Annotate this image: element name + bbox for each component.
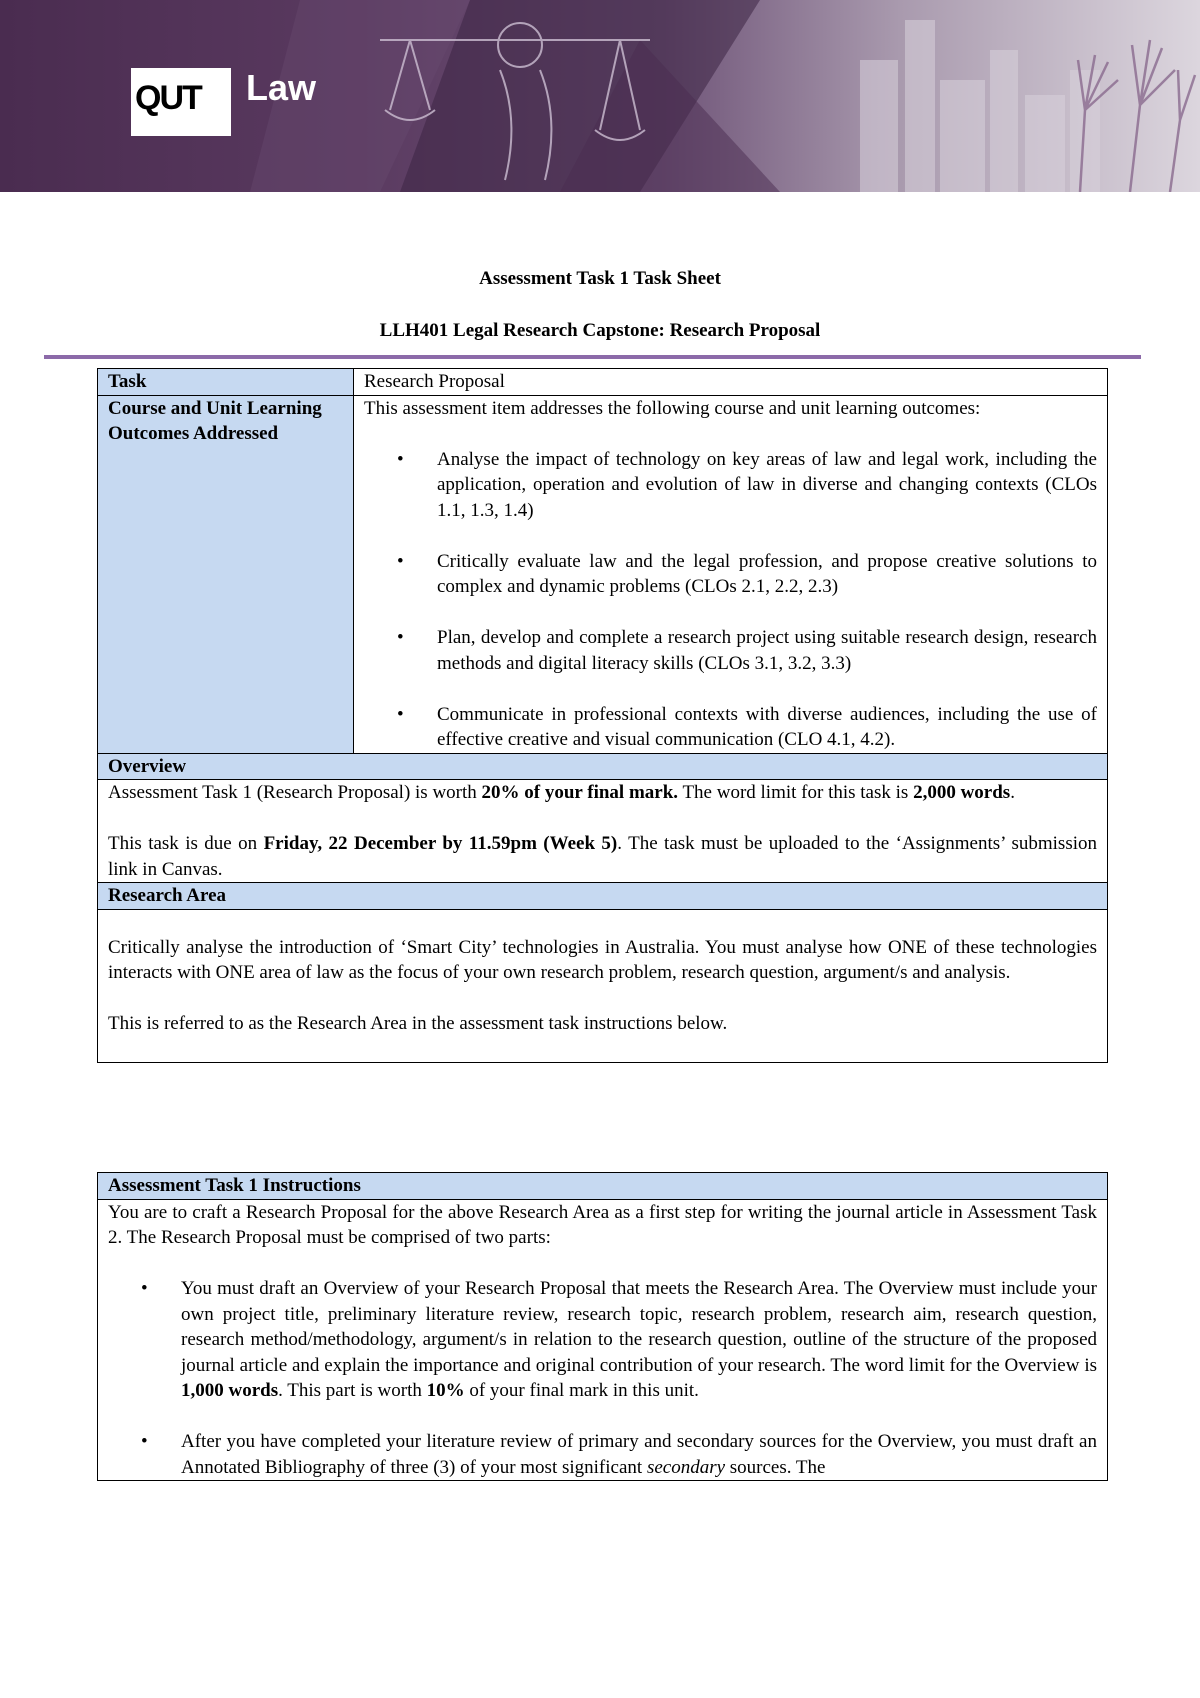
- overview-text: The word limit for this task is: [678, 782, 914, 803]
- overview-text: This task is due on: [108, 833, 264, 854]
- city-skyline-icon: [860, 20, 1100, 192]
- research-area-paragraph-1: Critically analyse the introduction of ‘Smart City’ technologies in Australia. You must analyse how ONE of these technologies interacts with ONE area of law as the focus of your own research problem, research question, argument/s and analysis.: [108, 936, 1097, 983]
- list-item: • Analyse the impact of technology on key areas of law and legal work, including the application, operation and evolution of law in diverse and changing contexts (CLOs 1.1, 1.3, 1.4): [364, 447, 1097, 524]
- instructions-text: You must draft an Overview of your Research Proposal that meets the Research Area. The Overview must include your own project title, preliminary literature review, research topic, research problem, research aim, research question, research method/methodology, argument/s in relation to the research question, outline of the structure of the proposed journal article and explain the importance and original contribution of your research. The word limit for the Overview is: [181, 1278, 1097, 1376]
- outcomes-intro: This assessment item addresses the following course and unit learning outcomes:: [364, 397, 981, 419]
- header-banner: [0, 0, 1200, 192]
- research-area-cell: [98, 909, 1108, 1062]
- logo-brand-text: QUT: [135, 79, 201, 117]
- instructions-intro: You are to craft a Research Proposal for the above Research Area as a first step for writing the journal article in Assessment Task 2. The Research Proposal must be comprised of two parts:: [108, 1201, 1097, 1248]
- instructions-cell: [98, 1199, 1108, 1481]
- overview-body-row: [98, 780, 1108, 883]
- instructions-text: of your final mark in this unit.: [464, 1380, 699, 1401]
- overview-text: .: [1010, 782, 1015, 803]
- document-title: Assessment Task 1 Task Sheet: [479, 268, 721, 289]
- overview-header-row: [98, 753, 1108, 780]
- overview-word-limit: 1,000 words: [181, 1380, 279, 1401]
- instructions-text: sources. The: [725, 1456, 826, 1478]
- instructions-table: [97, 1172, 1108, 1481]
- document-subtitle: LLH401 Legal Research Capstone: Research Proposal: [379, 320, 821, 341]
- overview-word-limit: 2,000 words: [913, 782, 1011, 803]
- outcomes-list: [364, 447, 1097, 753]
- instructions-text: After you have completed your literature review of primary and secondary sources for the Overview, you must draft an Annotated Bibliography of three (3) of your most significant: [181, 1431, 1097, 1478]
- outcomes-cell: [354, 395, 1108, 753]
- task-value: Research Proposal: [354, 369, 1108, 396]
- instructions-text: . This part is worth: [278, 1380, 427, 1401]
- title-rule: [44, 355, 1141, 359]
- overview-text: . The task must be uploaded to the ‘Assignments’ submission link in Canvas.: [108, 833, 1097, 880]
- research-area-paragraph-2: This is referred to as the Research Area in the assessment task instructions below.: [108, 1013, 728, 1034]
- overview-weight: 10%: [426, 1380, 465, 1401]
- list-item: • Critically evaluate law and the legal profession, and propose creative solutions to complex and dynamic problems (CLOs 2.1, 2.2, 2.3): [364, 549, 1097, 600]
- research-area-header-row: [98, 883, 1108, 910]
- logo-faculty-text: Law: [246, 67, 317, 108]
- overview-weight: 20% of your final mark.: [481, 782, 679, 803]
- overview-cell: [98, 780, 1108, 883]
- task-row: [98, 369, 1108, 396]
- research-area-label: Research Area: [98, 883, 1108, 910]
- emphasis-text: secondary: [646, 1456, 726, 1478]
- overview-paragraph-1: [108, 780, 1097, 806]
- qut-logo: [131, 68, 231, 136]
- list-item: [108, 1429, 1097, 1480]
- overview-paragraph-2: [108, 831, 1097, 882]
- task-label: Task: [98, 369, 354, 396]
- instructions-header-row: [98, 1173, 1108, 1200]
- task-summary-table: [97, 368, 1108, 1063]
- due-date: Friday, 22 December by 11.59pm (Week 5): [263, 833, 618, 854]
- instructions-label: Assessment Task 1 Instructions: [98, 1173, 1108, 1200]
- list-item: • Plan, develop and complete a research project using suitable research design, research methods and digital literacy skills (CLOs 3.1, 3.2, 3.3): [364, 625, 1097, 676]
- instructions-body-row: [98, 1199, 1108, 1481]
- outcomes-row: [98, 395, 1108, 753]
- instructions-list: [108, 1276, 1097, 1480]
- overview-text: Assessment Task 1 (Research Proposal) is worth: [108, 782, 482, 803]
- list-item: [108, 1276, 1097, 1404]
- list-item: • Communicate in professional contexts with diverse audiences, including the use of effective creative and visual communication (CLO 4.1, 4.2).: [364, 702, 1097, 753]
- outcomes-label: Course and Unit Learning Outcomes Addressed: [98, 395, 354, 753]
- overview-label: Overview: [98, 753, 1108, 780]
- research-area-body-row: [98, 909, 1108, 1062]
